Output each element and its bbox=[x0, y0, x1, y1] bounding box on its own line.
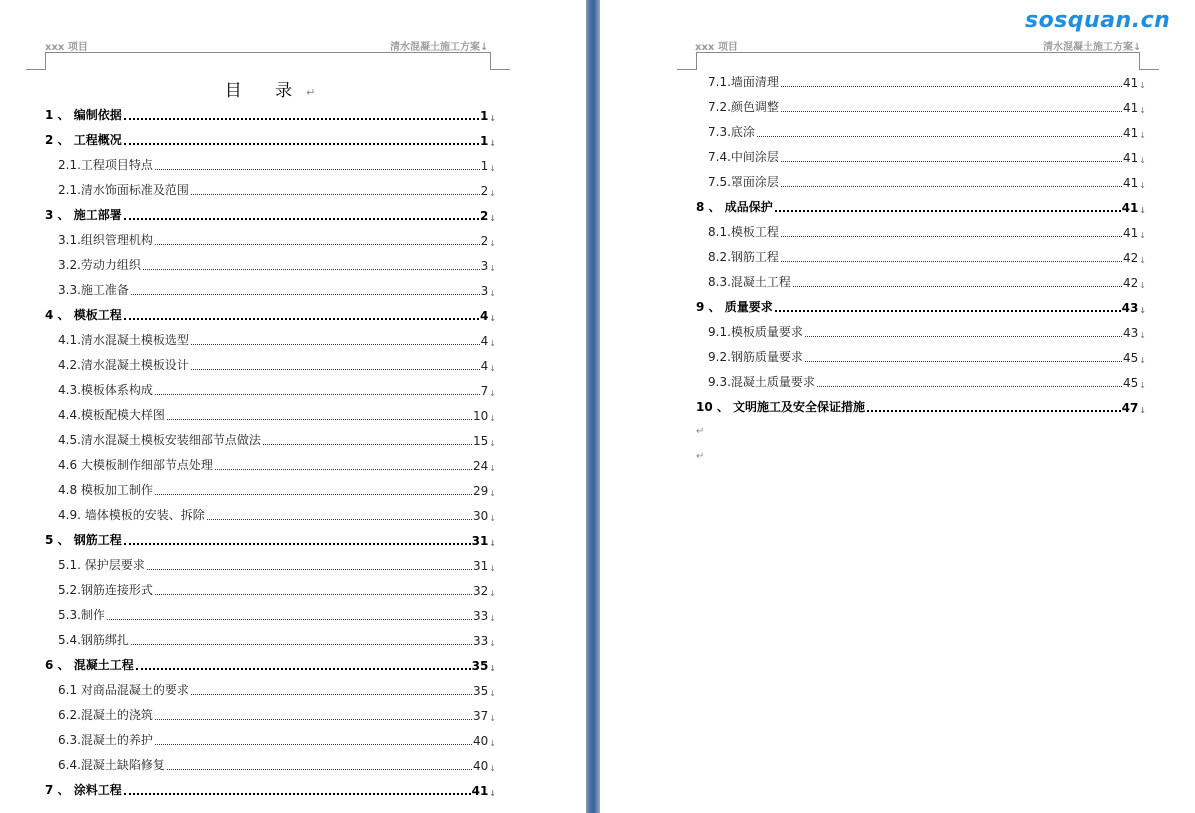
toc-entry-label: 4.6 大模板制作细部节点处理 bbox=[58, 458, 213, 472]
toc-section-entry[interactable] bbox=[58, 507, 496, 523]
toc-entry-label: 2.1.清水饰面标准及范围 bbox=[58, 183, 189, 197]
toc-page-number: 2 bbox=[480, 184, 489, 198]
toc-section-entry[interactable] bbox=[58, 707, 496, 723]
header-left-text: xxx 项目 bbox=[695, 42, 738, 53]
paragraph-mark: ↓ bbox=[489, 414, 496, 423]
paragraph-mark: ↓ bbox=[1139, 231, 1146, 240]
header-right-text: 清水混凝土施工方案↓ bbox=[1043, 42, 1142, 53]
toc-page-number: 2 bbox=[480, 234, 489, 248]
header-corner-left bbox=[45, 52, 46, 69]
toc-page-number: 41 bbox=[471, 784, 489, 798]
header-rule-left bbox=[677, 69, 697, 70]
toc-entry-label: 2 、 工程概况 bbox=[45, 133, 122, 147]
dot-leader bbox=[136, 668, 471, 670]
header-left-text: xxx 项目 bbox=[45, 42, 88, 53]
dot-leader bbox=[147, 569, 472, 570]
toc-section-entry[interactable] bbox=[708, 174, 1146, 190]
toc-page-number: 42 bbox=[1123, 251, 1139, 265]
paragraph-mark: ↓ bbox=[489, 489, 496, 498]
dot-leader bbox=[757, 136, 1122, 137]
toc-entry-label: 6.4.混凝土缺陷修复 bbox=[58, 758, 165, 772]
dot-leader bbox=[155, 169, 480, 170]
paragraph-mark: ↓ bbox=[489, 689, 496, 698]
dot-leader bbox=[124, 318, 479, 320]
toc-entry-label: 8.2.钢筋工程 bbox=[708, 250, 779, 264]
toc-page-number: 45 bbox=[1123, 351, 1139, 365]
toc-entry-label: 8 、 成品保护 bbox=[696, 200, 773, 214]
paragraph-mark: ↓ bbox=[1139, 331, 1146, 340]
toc-entry-label: 6.3.混凝土的养护 bbox=[58, 733, 153, 747]
header-corner-right bbox=[490, 52, 491, 69]
toc-section-entry[interactable] bbox=[58, 407, 496, 423]
dot-leader bbox=[805, 361, 1122, 362]
toc-section-entry[interactable] bbox=[58, 607, 496, 623]
dot-leader bbox=[775, 210, 1121, 212]
page-gutter bbox=[586, 0, 600, 813]
dot-leader bbox=[107, 619, 472, 620]
toc-entry-label: 7 、 涂料工程 bbox=[45, 783, 122, 797]
dot-leader bbox=[155, 744, 472, 745]
toc-entry-label: 10 、 文明施工及安全保证措施 bbox=[696, 400, 866, 414]
toc-section-entry[interactable] bbox=[58, 732, 496, 748]
paragraph-mark: ↓ bbox=[489, 389, 496, 398]
paragraph-mark: ↓ bbox=[1139, 106, 1146, 115]
paragraph-mark: ↓ bbox=[1139, 306, 1146, 315]
toc-page-number: 3 bbox=[480, 259, 489, 273]
toc-section-entry[interactable] bbox=[58, 682, 496, 698]
toc-entry-label: 4.5.清水混凝土模板安装细部节点做法 bbox=[58, 433, 261, 447]
toc-chapter-entry[interactable] bbox=[45, 657, 496, 673]
toc-page-number: 40 bbox=[473, 759, 489, 773]
toc-entry-label: 2.1.工程项目特点 bbox=[58, 158, 153, 172]
toc-page-number: 47 bbox=[1121, 401, 1139, 415]
dot-leader bbox=[781, 186, 1122, 187]
dot-leader bbox=[124, 118, 479, 120]
dot-leader bbox=[167, 769, 472, 770]
dot-leader bbox=[781, 111, 1122, 112]
paragraph-mark: ↓ bbox=[489, 739, 496, 748]
toc-chapter-entry[interactable] bbox=[45, 207, 496, 223]
toc-page-number: 35 bbox=[471, 659, 489, 673]
toc-entry-label: 4.3.模板体系构成 bbox=[58, 383, 153, 397]
toc-page-number: 33 bbox=[473, 609, 489, 623]
toc-entry-label: 7.1.墙面清理 bbox=[708, 75, 779, 89]
paragraph-mark: ↓ bbox=[489, 239, 496, 248]
toc-entry-label: 3 、 施工部署 bbox=[45, 208, 122, 222]
toc-page-number: 41 bbox=[1123, 151, 1139, 165]
toc-page-number: 24 bbox=[473, 459, 489, 473]
toc-title-text: 目 录 bbox=[224, 81, 307, 101]
toc-page-number: 43 bbox=[1123, 326, 1139, 340]
paragraph-mark: ↓ bbox=[489, 514, 496, 523]
paragraph-mark: ↓ bbox=[489, 264, 496, 273]
dot-leader bbox=[191, 344, 480, 345]
paragraph-mark: ↓ bbox=[489, 639, 496, 648]
toc-section-entry[interactable] bbox=[708, 99, 1146, 115]
dot-leader bbox=[155, 494, 472, 495]
header-corner-right bbox=[1139, 52, 1140, 69]
toc-page-number: 3 bbox=[480, 284, 489, 298]
toc-entry-label: 6.2.混凝土的浇筑 bbox=[58, 708, 153, 722]
toc-section-entry[interactable] bbox=[58, 232, 496, 248]
paragraph-mark: ↓ bbox=[489, 189, 496, 198]
toc-section-entry[interactable] bbox=[58, 157, 496, 173]
toc-section-entry[interactable] bbox=[708, 149, 1146, 165]
toc-entry-label: 4.1.清水混凝土模板选型 bbox=[58, 333, 189, 347]
paragraph-mark: ↓ bbox=[1139, 156, 1146, 165]
toc-page-number: 42 bbox=[1123, 276, 1139, 290]
dot-leader bbox=[155, 244, 480, 245]
toc-entry-label: 7.4.中间涂层 bbox=[708, 150, 779, 164]
toc-page-number: 30 bbox=[473, 509, 489, 523]
toc-page-number: 41 bbox=[1123, 126, 1139, 140]
toc-section-entry[interactable] bbox=[58, 582, 496, 598]
toc-page-number: 1 bbox=[480, 159, 489, 173]
toc-section-entry[interactable] bbox=[708, 274, 1146, 290]
paragraph-mark: ↓ bbox=[1139, 206, 1146, 215]
toc-entry-label: 1 、 编制依据 bbox=[45, 108, 122, 122]
toc-section-entry[interactable] bbox=[58, 257, 496, 273]
toc-page-number: 37 bbox=[473, 709, 489, 723]
toc-section-entry[interactable] bbox=[58, 757, 496, 773]
toc-page-number: 41 bbox=[1123, 226, 1139, 240]
toc-entry-label: 4.2.清水混凝土模板设计 bbox=[58, 358, 189, 372]
toc-page-number: 41 bbox=[1123, 176, 1139, 190]
toc-section-entry[interactable] bbox=[58, 632, 496, 648]
toc-section-entry[interactable] bbox=[58, 357, 496, 373]
header-rule bbox=[696, 52, 1139, 53]
dot-leader bbox=[793, 286, 1122, 287]
paragraph-mark: ↓ bbox=[1139, 406, 1146, 415]
toc-title bbox=[0, 76, 540, 101]
toc-page-number: 2 bbox=[479, 209, 489, 223]
toc-entry-label: 5.2.钢筋连接形式 bbox=[58, 583, 153, 597]
toc-page-number: 1 bbox=[479, 134, 489, 148]
toc-chapter-entry[interactable] bbox=[45, 532, 496, 548]
paragraph-mark: ↵ bbox=[306, 86, 316, 99]
toc-section-entry[interactable] bbox=[708, 349, 1146, 365]
toc-entry-label: 8.1.模板工程 bbox=[708, 225, 779, 239]
paragraph-mark: ↓ bbox=[489, 764, 496, 773]
dot-leader bbox=[124, 218, 479, 220]
toc-chapter-entry[interactable] bbox=[45, 782, 496, 798]
toc-page-number: 29 bbox=[473, 484, 489, 498]
toc-section-entry[interactable] bbox=[708, 74, 1146, 90]
toc-entry-label: 5.3.制作 bbox=[58, 608, 105, 622]
toc-page-number: 33 bbox=[473, 634, 489, 648]
paragraph-mark: ↓ bbox=[489, 564, 496, 573]
toc-section-entry[interactable] bbox=[58, 282, 496, 298]
dot-leader bbox=[191, 694, 472, 695]
paragraph-mark: ↓ bbox=[489, 464, 496, 473]
paragraph-mark: ↓ bbox=[1139, 356, 1146, 365]
toc-page-number: 4 bbox=[480, 359, 489, 373]
paragraph-mark: ↓ bbox=[489, 339, 496, 348]
toc-page-number: 4 bbox=[479, 309, 489, 323]
toc-chapter-entry[interactable] bbox=[696, 399, 1146, 415]
toc-section-entry[interactable] bbox=[58, 432, 496, 448]
dot-leader bbox=[167, 419, 472, 420]
toc-entry-label: 9 、 质量要求 bbox=[696, 300, 773, 314]
header-rule-right bbox=[1139, 69, 1159, 70]
toc-section-entry[interactable] bbox=[58, 457, 496, 473]
toc-entry-label: 6.1 对商品混凝土的要求 bbox=[58, 683, 189, 697]
dot-leader bbox=[805, 336, 1122, 337]
paragraph-mark: ↵ bbox=[696, 426, 705, 437]
toc-section-entry[interactable] bbox=[708, 224, 1146, 240]
header-rule bbox=[45, 52, 490, 53]
toc-entry-label: 5.4.钢筋绑扎 bbox=[58, 633, 129, 647]
paragraph-mark: ↓ bbox=[489, 664, 496, 673]
toc-page-number: 31 bbox=[471, 534, 489, 548]
dot-leader bbox=[215, 469, 472, 470]
paragraph-mark: ↓ bbox=[489, 314, 496, 323]
toc-entry-label: 5.1. 保护层要求 bbox=[58, 558, 145, 572]
toc-page-number: 31 bbox=[473, 559, 489, 573]
dot-leader bbox=[131, 644, 472, 645]
header-rule-right bbox=[490, 69, 510, 70]
dot-leader bbox=[124, 143, 479, 145]
dot-leader bbox=[817, 386, 1122, 387]
dot-leader bbox=[124, 793, 471, 795]
paragraph-mark: ↓ bbox=[489, 589, 496, 598]
toc-chapter-entry[interactable] bbox=[45, 132, 496, 148]
toc-entry-label: 8.3.混凝土工程 bbox=[708, 275, 791, 289]
toc-section-entry[interactable] bbox=[708, 249, 1146, 265]
toc-section-entry[interactable] bbox=[708, 124, 1146, 140]
paragraph-mark: ↓ bbox=[489, 789, 496, 798]
dot-leader bbox=[124, 543, 471, 545]
toc-page-number: 10 bbox=[473, 409, 489, 423]
dot-leader bbox=[781, 261, 1122, 262]
toc-page-number: 4 bbox=[480, 334, 489, 348]
toc-page-number: 32 bbox=[473, 584, 489, 598]
dot-leader bbox=[781, 86, 1122, 87]
toc-page-number: 40 bbox=[473, 734, 489, 748]
toc-page-number: 45 bbox=[1123, 376, 1139, 390]
dot-leader bbox=[191, 369, 480, 370]
dot-leader bbox=[775, 310, 1121, 312]
paragraph-mark: ↓ bbox=[489, 439, 496, 448]
toc-entry-label: 4 、 模板工程 bbox=[45, 308, 122, 322]
watermark-logo: sosquan.cn bbox=[1025, 8, 1171, 33]
paragraph-mark: ↓ bbox=[489, 714, 496, 723]
toc-entry-label: 6 、 混凝土工程 bbox=[45, 658, 134, 672]
toc-section-entry[interactable] bbox=[708, 324, 1146, 340]
dot-leader bbox=[191, 194, 480, 195]
toc-page-number: 43 bbox=[1121, 301, 1139, 315]
toc-chapter-entry[interactable] bbox=[696, 299, 1146, 315]
toc-entry-label: 9.3.混凝土质量要求 bbox=[708, 375, 815, 389]
toc-section-entry[interactable] bbox=[58, 182, 496, 198]
toc-entry-label: 7.3.底涂 bbox=[708, 125, 755, 139]
toc-entry-label: 7.2.颜色调整 bbox=[708, 100, 779, 114]
toc-page-number: 41 bbox=[1123, 76, 1139, 90]
toc-page-number: 1 bbox=[479, 109, 489, 123]
toc-chapter-entry[interactable] bbox=[45, 107, 496, 123]
document-page-right bbox=[600, 0, 1195, 813]
document-page-left bbox=[0, 0, 586, 813]
toc-entry-label: 9.1.模板质量要求 bbox=[708, 325, 803, 339]
toc-page-number: 7 bbox=[480, 384, 489, 398]
toc-chapter-entry[interactable] bbox=[696, 199, 1146, 215]
toc-page-number: 35 bbox=[473, 684, 489, 698]
header-right-text: 清水混凝土施工方案↓ bbox=[390, 42, 489, 53]
paragraph-mark: ↓ bbox=[1139, 281, 1146, 290]
toc-page-number: 41 bbox=[1123, 101, 1139, 115]
paragraph-mark: ↓ bbox=[1139, 381, 1146, 390]
toc-section-entry[interactable] bbox=[708, 374, 1146, 390]
toc-entry-label: 4.8 模板加工制作 bbox=[58, 483, 153, 497]
paragraph-mark: ↓ bbox=[489, 614, 496, 623]
toc-entry-label: 9.2.钢筋质量要求 bbox=[708, 350, 803, 364]
toc-entry-label: 3.1.组织管理机构 bbox=[58, 233, 153, 247]
paragraph-mark: ↓ bbox=[489, 289, 496, 298]
dot-leader bbox=[781, 161, 1122, 162]
dot-leader bbox=[263, 444, 472, 445]
toc-page-number: 15 bbox=[473, 434, 489, 448]
toc-section-entry[interactable] bbox=[58, 332, 496, 348]
toc-entry-label: 3.2.劳动力组织 bbox=[58, 258, 141, 272]
paragraph-mark: ↓ bbox=[489, 364, 496, 373]
toc-page-number: 41 bbox=[1121, 201, 1139, 215]
dot-leader bbox=[781, 236, 1122, 237]
dot-leader bbox=[143, 269, 480, 270]
toc-entry-label: 5 、 钢筋工程 bbox=[45, 533, 122, 547]
paragraph-mark: ↓ bbox=[489, 539, 496, 548]
toc-entry-label: 7.5.罩面涂层 bbox=[708, 175, 779, 189]
header-rule-left bbox=[26, 69, 46, 70]
toc-entry-label: 4.9. 墙体模板的安装、拆除 bbox=[58, 508, 205, 522]
header-corner-left bbox=[696, 52, 697, 69]
toc-entry-label: 3.3.施工准备 bbox=[58, 283, 129, 297]
toc-section-entry[interactable] bbox=[58, 382, 496, 398]
dot-leader bbox=[155, 594, 472, 595]
paragraph-mark: ↓ bbox=[1139, 256, 1146, 265]
dot-leader bbox=[131, 294, 480, 295]
paragraph-mark: ↓ bbox=[489, 114, 496, 123]
paragraph-mark: ↓ bbox=[489, 164, 496, 173]
dot-leader bbox=[155, 719, 472, 720]
paragraph-mark: ↓ bbox=[489, 139, 496, 148]
dot-leader bbox=[155, 394, 480, 395]
paragraph-mark: ↓ bbox=[1139, 131, 1146, 140]
toc-section-entry[interactable] bbox=[58, 482, 496, 498]
paragraph-mark: ↓ bbox=[1139, 181, 1146, 190]
dot-leader bbox=[207, 519, 472, 520]
paragraph-mark: ↓ bbox=[489, 214, 496, 223]
toc-entry-label: 4.4.模板配模大样图 bbox=[58, 408, 165, 422]
paragraph-mark: ↵ bbox=[696, 451, 705, 462]
dot-leader bbox=[867, 410, 1121, 412]
toc-chapter-entry[interactable] bbox=[45, 307, 496, 323]
toc-section-entry[interactable] bbox=[58, 557, 496, 573]
paragraph-mark: ↓ bbox=[1139, 81, 1146, 90]
